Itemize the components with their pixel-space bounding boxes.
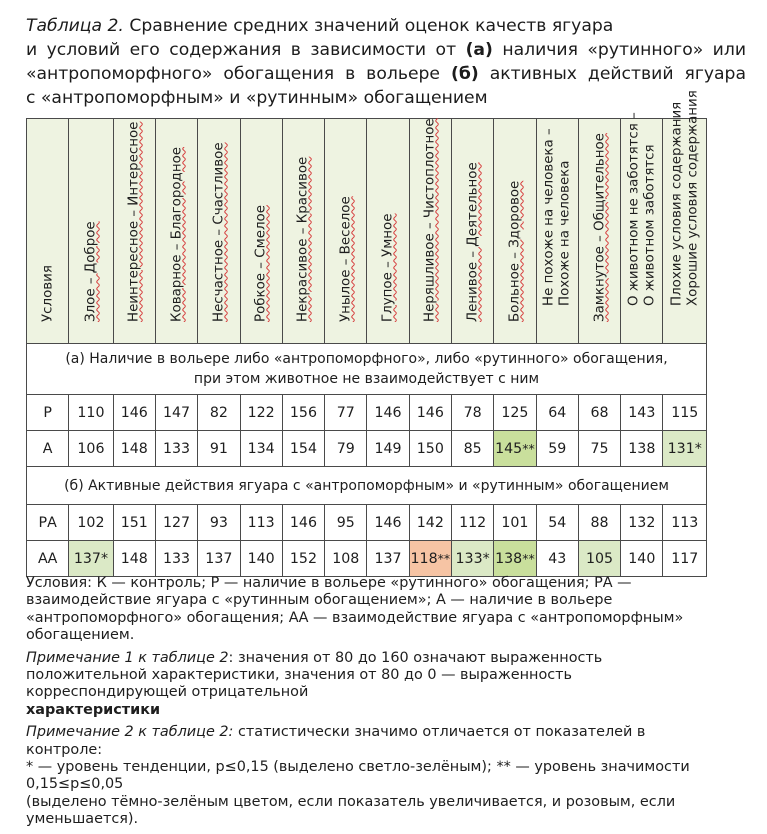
column-header: Плохие условия содержания Хорошие условия содержания [663,119,707,344]
column-header: Ленивое – Деятельное [451,119,493,344]
value-cell: 110 [69,395,113,431]
column-header: Робкое – Смелое [240,119,282,344]
header-row [27,119,707,344]
section-title: (б) Активные действия ягуара с «антропоморфным» и «рутинным» обогащением [27,467,707,505]
condition-cell: Р [27,395,69,431]
column-header: Замкнутое – Общительное [578,119,620,344]
value-cell: 113 [240,505,282,541]
value-cell: 82 [198,395,240,431]
value-cell: 113 [663,505,707,541]
value-cell: 146 [367,505,409,541]
value-cell: 151 [113,505,155,541]
value-cell: 64 [536,395,578,431]
value-cell: 138** [494,541,536,577]
value-cell: 118** [409,541,451,577]
value-cell: 146 [409,395,451,431]
value-cell: 133 [155,541,197,577]
section-row [27,467,707,505]
value-cell: 148 [113,431,155,467]
value-cell: 101 [494,505,536,541]
value-cell: 134 [240,431,282,467]
table-row [27,431,707,467]
value-cell: 149 [367,431,409,467]
column-header: Неинтересное – Интересное [113,119,155,344]
section-row [27,344,707,395]
column-header: Некрасивое – Красивое [282,119,324,344]
condition-cell: АА [27,541,69,577]
value-cell: 132 [621,505,663,541]
value-cell: 106 [69,431,113,467]
value-cell: 95 [325,505,367,541]
value-cell: 137* [69,541,113,577]
condition-cell: А [27,431,69,467]
value-cell: 148 [113,541,155,577]
note-2-label: Примечание 2 к таблице 2: [26,724,234,741]
column-header-conditions: Условия [27,119,69,344]
caption-line-2: и условий его содержания в зависимости от (а) наличия «рутинного» или [26,40,747,60]
section-title: (а) Наличие в вольере либо «антропоморфного», либо «рутинного» обогащения, при этом животное не взаимодействует с ним [27,344,707,395]
note-2: Примечание 2 к таблице 2: статистически значимо отличается от показателей в контроле: * — уровень тенденции, p≤0,15 (выделено светло-зелёным); ** — уровень значимости 0,15≤p≤0,05 (выделено тёмно-зелёным цветом, если показатель увеличивается, и розовым, если уменьшается). [26,724,690,828]
value-cell: 112 [451,505,493,541]
conditions-legend: Условия: К — контроль; Р — наличие в вольере «рутинного» обогащения; РА — взаимодействие ягуара с «рутинным обогащением»; А — наличие в вольере «антропоморфного» обогащения; АА — взаимодействие ягуара с «антропоморфным» обогащением. [26,575,684,644]
value-cell: 133* [451,541,493,577]
column-header: Злое – Доброе [69,119,113,344]
note-1-tail: характеристики [26,701,161,718]
table-notes [26,575,726,834]
column-header: Не похоже на человека – Похоже на человека [536,119,578,344]
value-cell: 133 [155,431,197,467]
column-header: Коварное – Благородное [155,119,197,344]
value-cell: 77 [325,395,367,431]
caption-line-3: «антропоморфного» обогащения в вольере (б) активных действий ягуара [26,64,746,84]
caption-line-4: с «антропоморфным» и «рутинным» обогащением [26,88,488,108]
value-cell: 131* [663,431,707,467]
value-cell: 146 [367,395,409,431]
table-row [27,505,707,541]
column-header: О животном не заботятся – О животном заботятся [621,119,663,344]
value-cell: 138 [621,431,663,467]
value-cell: 137 [367,541,409,577]
value-cell: 154 [282,431,324,467]
caption-line-1: Таблица 2. Сравнение средних значений оценок качеств ягуара [26,16,614,36]
value-cell: 102 [69,505,113,541]
value-cell: 146 [282,505,324,541]
value-cell: 54 [536,505,578,541]
column-header: Неряшливое – Чистоплотное [409,119,451,344]
condition-cell: РА [27,505,69,541]
note-1-label: Примечание 1 к таблице 2 [26,649,229,666]
value-cell: 152 [282,541,324,577]
value-cell: 85 [451,431,493,467]
value-cell: 140 [240,541,282,577]
value-cell: 68 [578,395,620,431]
value-cell: 127 [155,505,197,541]
value-cell: 140 [621,541,663,577]
value-cell: 146 [113,395,155,431]
value-cell: 105 [578,541,620,577]
data-table [26,90,707,577]
table-row [27,541,707,577]
value-cell: 88 [578,505,620,541]
value-cell: 93 [198,505,240,541]
value-cell: 125 [494,395,536,431]
table-caption [26,14,746,110]
value-cell: 79 [325,431,367,467]
caption-label: Таблица 2. [26,16,124,36]
note-1: Примечание 1 к таблице 2: значения от 80 до 160 означают выраженность положительной характеристики, значения от 80 до 0 — выраженность корреспондирующей отрицательной характеристики [26,650,726,720]
value-cell: 143 [621,395,663,431]
value-cell: 145** [494,431,536,467]
value-cell: 59 [536,431,578,467]
value-cell: 142 [409,505,451,541]
value-cell: 117 [663,541,707,577]
value-cell: 147 [155,395,197,431]
value-cell: 75 [578,431,620,467]
value-cell: 150 [409,431,451,467]
value-cell: 91 [198,431,240,467]
value-cell: 108 [325,541,367,577]
value-cell: 137 [198,541,240,577]
value-cell: 78 [451,395,493,431]
column-header: Больное – Здоровое [494,119,536,344]
table-row [27,395,707,431]
column-header: Унылое – Веселое [325,119,367,344]
value-cell: 115 [663,395,707,431]
value-cell: 156 [282,395,324,431]
column-header: Глупое – Умное [367,119,409,344]
value-cell: 43 [536,541,578,577]
column-header: Несчастное – Счастливое [198,119,240,344]
value-cell: 122 [240,395,282,431]
